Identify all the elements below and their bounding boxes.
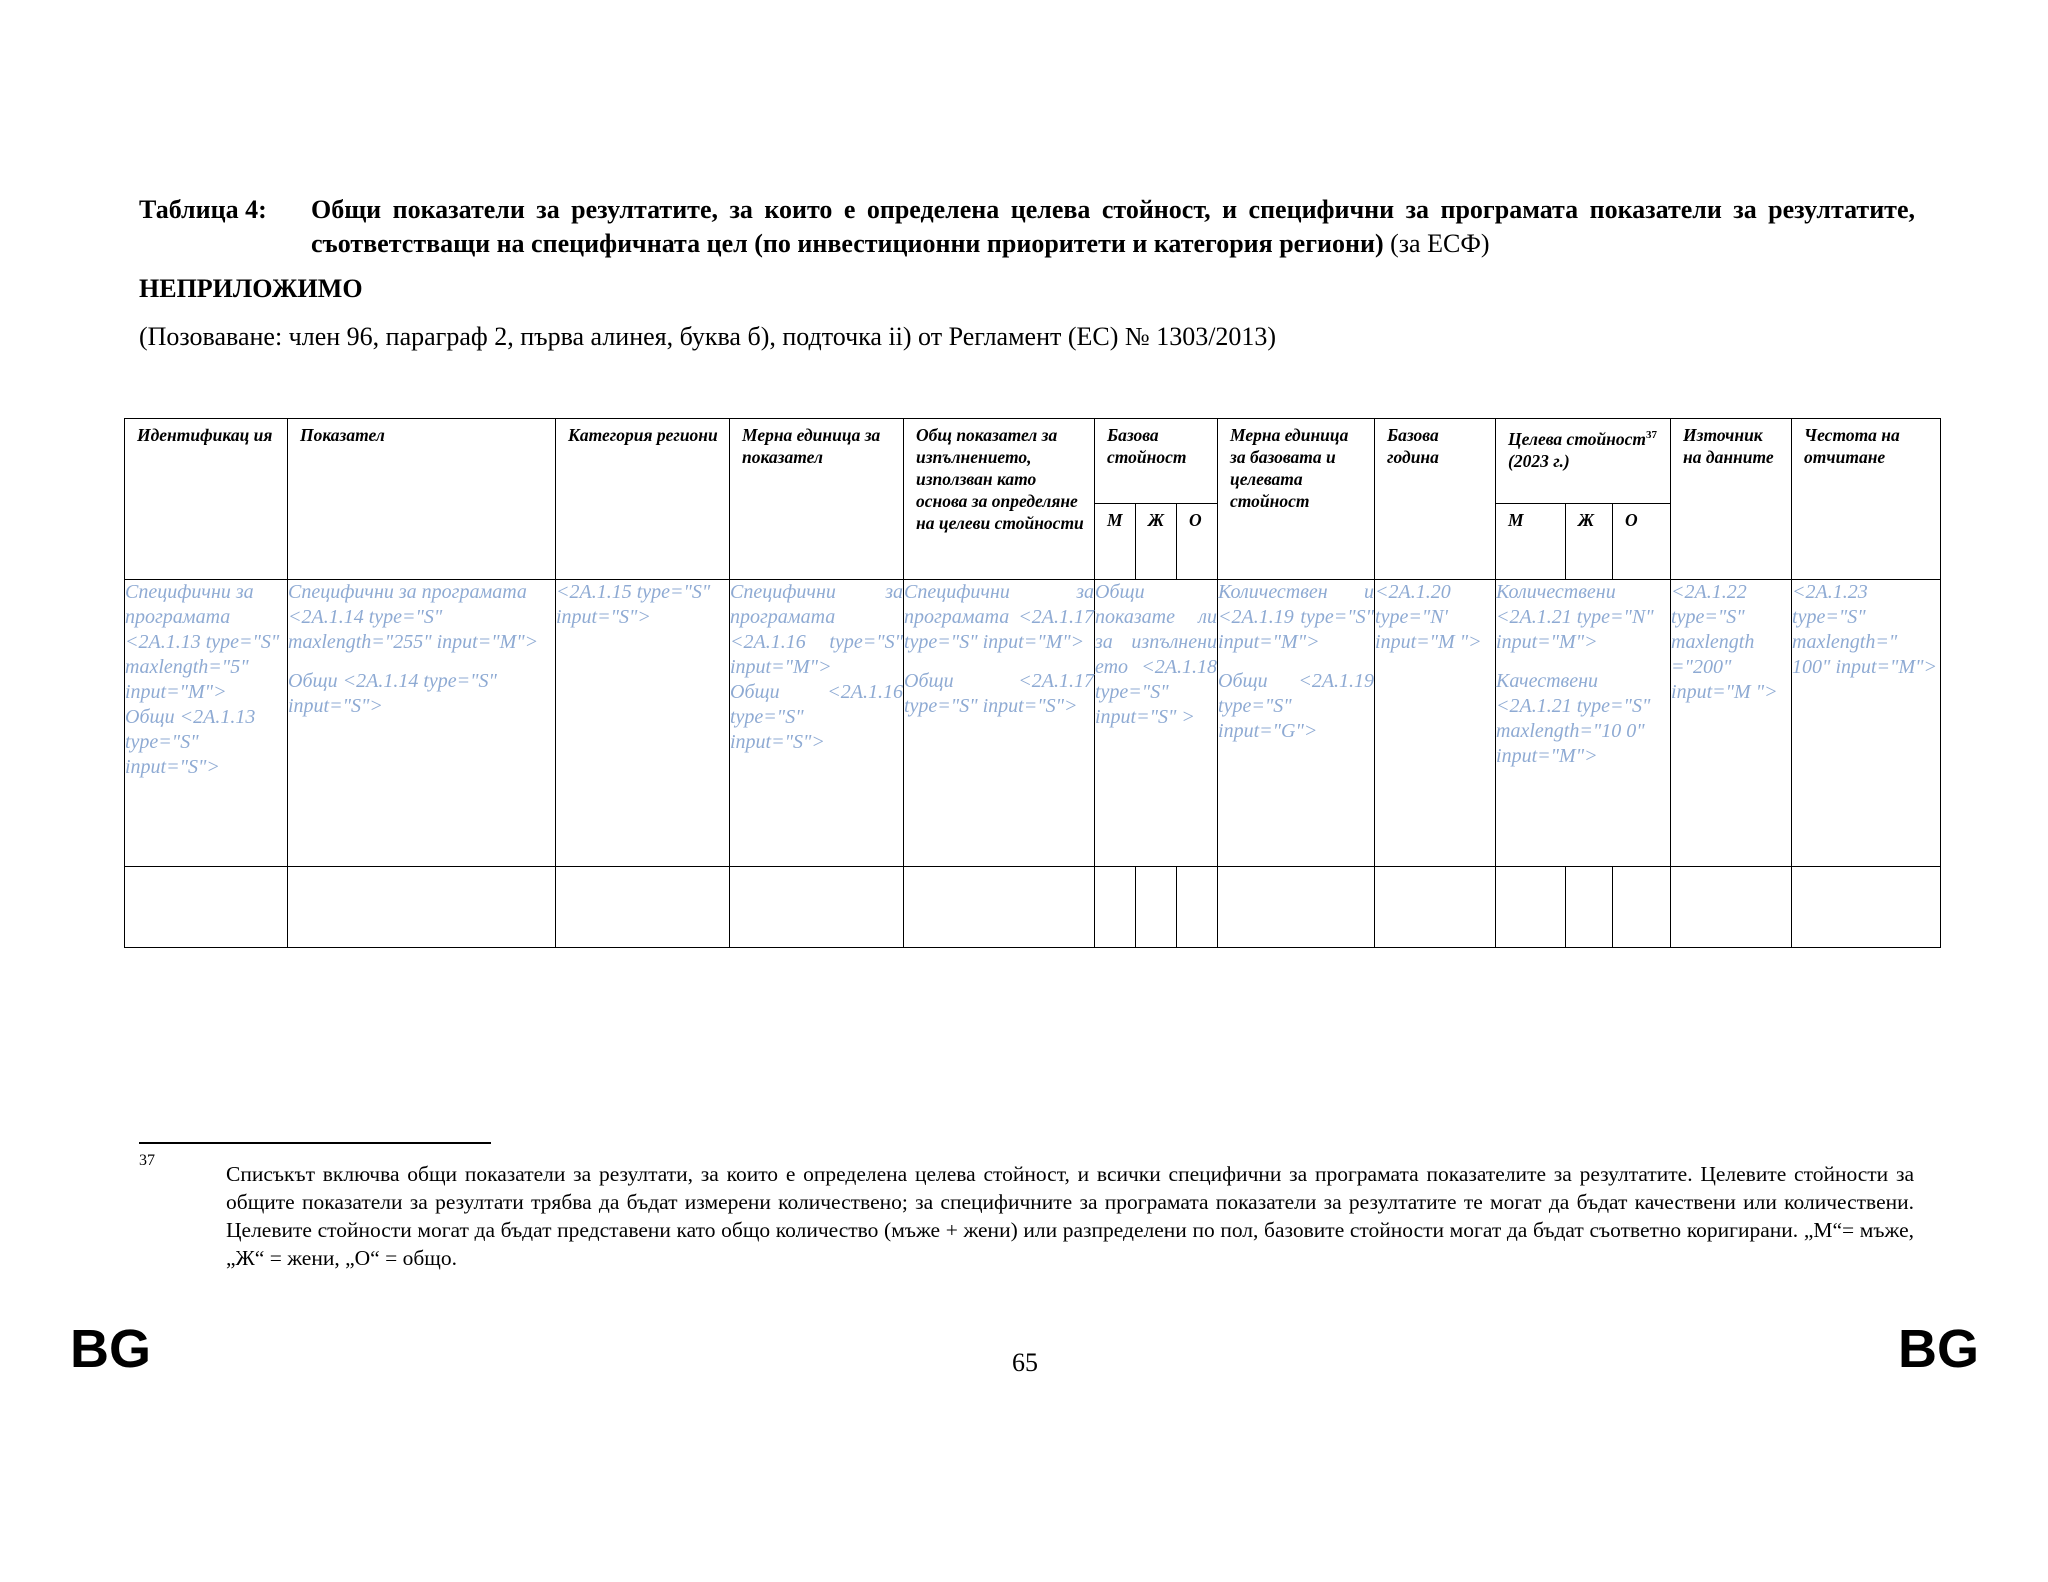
empty-cell (556, 867, 730, 948)
header-target-year: (2023 г.) (1508, 450, 1570, 471)
cell-common-output (904, 580, 1095, 867)
cell-baseline-unit-common: Общи <2A.1.19 type="S" input="G"> (1218, 670, 1375, 742)
empty-cell (1566, 867, 1613, 948)
cell-target (1496, 580, 1671, 867)
cell-indicator-specific: Специфични за програмата <2A.1.14 type="S" maxlength="255" input="M"> (288, 581, 539, 653)
header-indicator: Показател (288, 419, 556, 580)
header-target-label: Целева стойност (1508, 428, 1647, 449)
empty-cell (1792, 867, 1941, 948)
footnote-number: 37 (139, 1152, 155, 1169)
cell-indicator (288, 580, 556, 867)
header-baseline-o: О (1177, 504, 1218, 580)
empty-cell (1671, 867, 1792, 948)
language-mark-left: BG (70, 1319, 151, 1379)
header-baseline: Базова стойност (1095, 419, 1218, 504)
header-target-zh: Ж (1566, 504, 1613, 580)
header-source: Източник на данните (1671, 419, 1792, 580)
header-baseline-zh: Ж (1136, 504, 1177, 580)
cell-common-specific: Специфични за програмата <2A.1.17 type="S" input="M"> (904, 581, 1094, 653)
cell-target-qual: Качествени <2A.1.21 type="S" maxlength="10 0" input="M"> (1496, 670, 1651, 767)
cell-id (125, 580, 288, 867)
footnote-text: Списъкът включва общи показатели за резултати, за които е определена целева стойност, и всички специфични за програмата показателите за резултатите. Целевите стойности за общите показатели за резултати трябва да бъдат измерени количествено; за специфичните за програмата показатели за резултатите те могат да бъдат качествени или количествени. Целевите стойности могат да бъдат представени като общо количество (мъже + жени) или разпределени по пол, базовите стойности могат да бъдат съответно коригирани. „М“= мъже, „Ж“ = жени, „О“ = общо. (226, 1162, 1914, 1270)
header-region-category: Категория региони (556, 419, 730, 580)
cell-baseline: Общи показате ли за изпълнени ето <2A.1.18 type="S" input="S" > (1095, 580, 1218, 867)
empty-cell (1095, 867, 1136, 948)
cell-indicator-common: Общи <2A.1.14 type="S" input="S"> (288, 670, 497, 717)
header-target-m: М (1496, 504, 1566, 580)
cell-common-common: Общи <2A.1.17 type="S" input="S"> (904, 670, 1094, 717)
cell-region: <2A.1.15 type="S" input="S"> (556, 580, 730, 867)
cell-baseline-unit-quant: Количествен и <2A.1.19 type="S" input="M"> (1218, 581, 1375, 653)
empty-row (125, 867, 1941, 948)
cell-unit-common: Общи <2A.1.16 type="S" input="S"> (730, 681, 903, 753)
header-common-output: Общ показател за изпълнението, използван като основа за определяне на целеви стойности (904, 419, 1095, 580)
empty-cell (125, 867, 288, 948)
table-title-note: (за ЕСФ) (1390, 229, 1490, 258)
empty-cell (730, 867, 904, 948)
cell-base-year: <2A.1.20 type="N' input="M "> (1375, 580, 1496, 867)
result-indicators-table (124, 418, 1941, 948)
empty-cell (1496, 867, 1566, 948)
cell-source: <2A.1.22 type="S" maxlength ="200" input="M "> (1671, 580, 1792, 867)
language-mark-right: BG (1898, 1319, 1979, 1379)
empty-cell (1218, 867, 1375, 948)
cell-target-quant: Количествени <2A.1.21 type="N" input="M"> (1496, 581, 1654, 653)
table-title (311, 193, 1915, 261)
footnote-ref: 37 (1646, 429, 1658, 441)
empty-cell (1177, 867, 1218, 948)
cell-unit (730, 580, 904, 867)
cell-id-common: Общи <2A.1.13 type="S" input="S"> (125, 706, 256, 778)
cell-baseline-unit (1218, 580, 1375, 867)
empty-cell (1613, 867, 1671, 948)
header-target (1496, 419, 1671, 504)
header-unit: Мерна единица за показател (730, 419, 904, 580)
page-number: 65 (1012, 1348, 1038, 1377)
not-applicable-label: НЕПРИЛОЖИМО (139, 274, 363, 303)
header-row (125, 419, 1941, 504)
cell-unit-specific: Специфични за програмата <2A.1.16 type="S" input="M"> (730, 581, 903, 678)
empty-cell (904, 867, 1095, 948)
cell-frequency: <2A.1.23 type="S" maxlength=" 100" input="M"> (1792, 580, 1941, 867)
header-base-year: Базова година (1375, 419, 1496, 580)
table-label: Таблица 4: (139, 195, 267, 224)
header-id: Идентификац ия (125, 419, 288, 580)
empty-cell (1375, 867, 1496, 948)
empty-cell (288, 867, 556, 948)
header-baseline-unit: Мерна единица за базовата и целевата стойност (1218, 419, 1375, 580)
cell-id-specific: Специфични за програмата <2A.1.13 type="S" maxlength="5" input="M"> (125, 581, 280, 703)
empty-cell (1136, 867, 1177, 948)
footnote-divider (139, 1142, 491, 1144)
template-row (125, 580, 1941, 867)
header-baseline-m: М (1095, 504, 1136, 580)
table-title-block (139, 193, 1915, 261)
header-target-o: О (1613, 504, 1671, 580)
table-title-main: Общи показатели за резултатите, за които е определена целева стойност, и специфични за програмата показатели за резултатите, съответстващи на специфичната цел (по инвестиционни приоритети и категория региони) (311, 195, 1915, 258)
regulation-reference: (Позоваване: член 96, параграф 2, първа алинея, буква б), подточка ii) от Регламент (ЕС) № 1303/2013) (139, 322, 1277, 351)
header-frequency: Честота на отчитане (1792, 419, 1941, 580)
